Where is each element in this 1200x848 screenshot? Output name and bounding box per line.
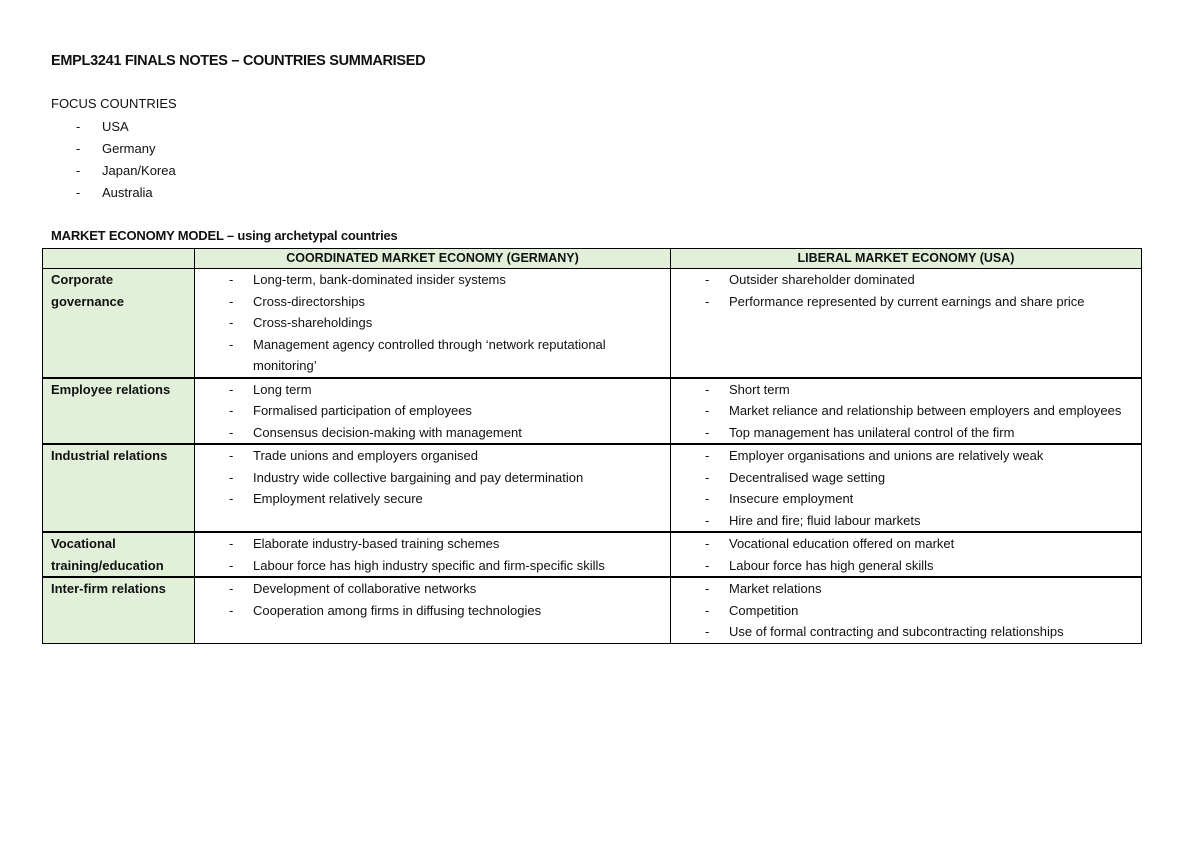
point-text: Insecure employment — [729, 491, 854, 506]
cme-cell — [195, 269, 671, 378]
dash-bullet: - — [705, 381, 710, 397]
lme-points-list — [671, 269, 1141, 312]
lme-points-list — [671, 379, 1141, 444]
dash-bullet: - — [705, 536, 710, 551]
list-item — [51, 116, 176, 138]
column-header-lme: LIBERAL MARKET ECONOMY (USA) — [671, 249, 1142, 269]
list-item — [195, 600, 670, 622]
list-item — [195, 334, 670, 377]
list-item — [195, 555, 670, 577]
dash-bullet: - — [76, 163, 81, 178]
cme-points-list — [195, 533, 670, 576]
point-text: Cooperation among firms in diffusing technologies — [253, 602, 542, 618]
list-item — [51, 160, 176, 182]
point-text: Cross-directorships — [253, 293, 365, 309]
dash-bullet: - — [705, 469, 710, 485]
table-header-row — [43, 249, 1142, 269]
dash-bullet: - — [705, 581, 710, 596]
column-header-blank — [43, 249, 195, 269]
dash-bullet: - — [229, 448, 234, 463]
point-text: Management agency controlled through ‘network reputational monitoring’ — [253, 336, 606, 373]
dash-bullet: - — [229, 293, 234, 309]
table-row — [43, 577, 1142, 643]
lme-cell — [671, 444, 1142, 532]
list-item — [671, 445, 1141, 467]
dash-bullet: - — [229, 491, 234, 506]
dash-bullet: - — [705, 448, 710, 463]
point-text: Hire and fire; fluid labour markets — [729, 512, 921, 528]
list-item — [195, 379, 670, 401]
country-name: Germany — [102, 141, 156, 156]
list-item — [671, 510, 1141, 532]
cme-points-list — [195, 578, 670, 621]
lme-points-list — [671, 578, 1141, 643]
point-text: Market reliance and relationship between employers and employees — [729, 403, 1122, 418]
dash-bullet: - — [229, 424, 234, 440]
list-item — [195, 533, 670, 555]
cme-cell — [195, 444, 671, 532]
list-item — [671, 578, 1141, 600]
list-item — [671, 621, 1141, 643]
list-item — [671, 291, 1141, 313]
column-header-cme: COORDINATED MARKET ECONOMY (GERMANY) — [195, 249, 671, 269]
row-label: Employee relations — [43, 378, 195, 445]
list-item — [671, 467, 1141, 489]
focus-countries-heading: FOCUS COUNTRIES — [51, 96, 177, 111]
list-item — [195, 488, 670, 510]
list-item — [195, 291, 670, 313]
dash-bullet: - — [229, 602, 234, 618]
point-text: Formalised participation of employees — [253, 403, 472, 418]
country-name: Australia — [102, 185, 153, 200]
cme-points-list — [195, 269, 670, 377]
list-item — [195, 312, 670, 334]
dash-bullet: - — [705, 491, 710, 506]
table-heading: MARKET ECONOMY MODEL – using archetypal countries — [51, 228, 398, 243]
point-text: Top management has unilateral control of the firm — [729, 424, 1015, 440]
list-item — [195, 422, 670, 444]
dash-bullet: - — [705, 557, 710, 573]
table-row — [43, 532, 1142, 577]
table-row — [43, 444, 1142, 532]
point-text: Long-term, bank-dominated insider systems — [253, 272, 506, 287]
list-item — [195, 578, 670, 600]
point-text: Industry wide collective bargaining and pay determination — [253, 469, 584, 485]
point-text: Market relations — [729, 581, 822, 596]
list-item — [671, 555, 1141, 577]
row-label: Industrial relations — [43, 444, 195, 532]
row-label: Corporate governance — [43, 269, 195, 378]
dash-bullet: - — [229, 381, 234, 397]
dash-bullet: - — [229, 557, 234, 573]
lme-cell — [671, 269, 1142, 378]
dash-bullet: - — [705, 602, 710, 618]
cme-points-list — [195, 379, 670, 444]
list-item — [671, 488, 1141, 510]
dash-bullet: - — [705, 424, 710, 440]
point-text: Labour force has high general skills — [729, 557, 934, 573]
list-item — [195, 467, 670, 489]
dash-bullet: - — [76, 119, 81, 134]
table-row — [43, 378, 1142, 445]
lme-cell — [671, 532, 1142, 577]
list-item — [195, 445, 670, 467]
lme-cell — [671, 577, 1142, 643]
point-text: Trade unions and employers organised — [253, 448, 478, 463]
list-item — [671, 400, 1141, 422]
point-text: Long term — [253, 381, 312, 397]
point-text: Cross-shareholdings — [253, 315, 373, 330]
cme-cell — [195, 577, 671, 643]
list-item — [671, 422, 1141, 444]
dash-bullet: - — [76, 141, 81, 156]
point-text: Decentralised wage setting — [729, 469, 886, 485]
point-text: Development of collaborative networks — [253, 581, 477, 596]
dash-bullet: - — [76, 185, 81, 200]
list-item — [195, 400, 670, 422]
cme-points-list — [195, 445, 670, 510]
point-text: Elaborate industry-based training schemes — [253, 536, 500, 551]
point-text: Performance represented by current earnings and share price — [729, 293, 1085, 309]
point-text: Use of formal contracting and subcontracting relationships — [729, 624, 1064, 639]
point-text: Consensus decision-making with management — [253, 424, 522, 440]
dash-bullet: - — [229, 536, 234, 551]
cme-cell — [195, 532, 671, 577]
point-text: Competition — [729, 602, 799, 618]
dash-bullet: - — [229, 272, 234, 287]
list-item — [51, 138, 176, 160]
point-text: Labour force has high industry specific and firm-specific skills — [253, 557, 605, 573]
dash-bullet: - — [705, 293, 710, 309]
list-item — [195, 269, 670, 291]
dash-bullet: - — [229, 403, 234, 418]
point-text: Short term — [729, 381, 790, 397]
list-item — [671, 533, 1141, 555]
list-item — [671, 269, 1141, 291]
dash-bullet: - — [229, 469, 234, 485]
dash-bullet: - — [229, 336, 234, 352]
row-label: Vocational training/education — [43, 532, 195, 577]
point-text: Employment relatively secure — [253, 491, 423, 506]
table-row — [43, 269, 1142, 378]
dash-bullet: - — [705, 272, 710, 287]
point-text: Vocational education offered on market — [729, 536, 955, 551]
dash-bullet: - — [705, 512, 710, 528]
lme-points-list — [671, 445, 1141, 531]
dash-bullet: - — [705, 403, 710, 418]
lme-cell — [671, 378, 1142, 445]
country-name: USA — [102, 119, 129, 134]
dash-bullet: - — [705, 624, 710, 639]
table-body — [43, 269, 1142, 644]
list-item — [51, 182, 176, 204]
dash-bullet: - — [229, 315, 234, 330]
dash-bullet: - — [229, 581, 234, 596]
row-label: Inter-firm relations — [43, 577, 195, 643]
market-economy-table — [42, 248, 1142, 644]
list-item — [671, 379, 1141, 401]
point-text: Employer organisations and unions are relatively weak — [729, 448, 1044, 463]
cme-cell — [195, 378, 671, 445]
document-title: EMPL3241 FINALS NOTES – COUNTRIES SUMMARISED — [51, 53, 426, 69]
lme-points-list — [671, 533, 1141, 576]
point-text: Outsider shareholder dominated — [729, 272, 915, 287]
list-item — [671, 600, 1141, 622]
focus-countries-list — [51, 116, 176, 204]
country-name: Japan/Korea — [102, 163, 176, 178]
